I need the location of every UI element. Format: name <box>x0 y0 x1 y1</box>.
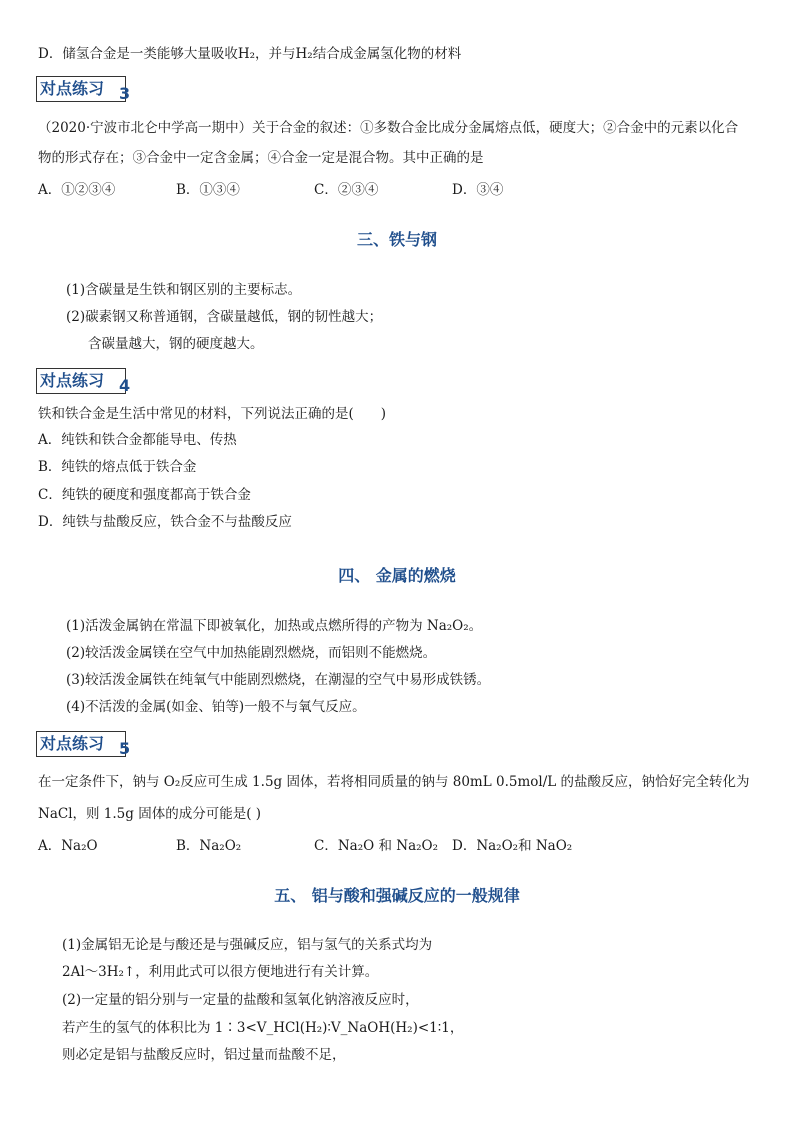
practice3-stem-line1: （2020·宁波市北仑中学高一期中）关于合金的叙述：①多数合金比成分金属熔点低，硬度大；②合金中的元素以化合 <box>38 120 739 136</box>
practice-badge-4 <box>36 368 131 395</box>
q2-option-d: D．储氢合金是一类能够大量吸收H₂，并与H₂结合成金属氢化物的材料 <box>38 46 462 62</box>
practice4-stem: 铁和铁合金是生活中常见的材料，下列说法正确的是( ) <box>38 406 387 422</box>
practice5-option-b: B．Na₂O₂ <box>176 838 242 854</box>
practice-label: 对点练习 <box>40 79 105 98</box>
section3-line2: (2)碳素钢又称普通钢，含碳量越低，钢的韧性越大； <box>66 309 383 325</box>
section5-line1: (1)金属铝无论是与酸还是与强碱反应，铝与氢气的关系式均为 <box>62 937 433 953</box>
practice3-option-b: B．①③④ <box>176 182 240 198</box>
practice-badge-3 <box>36 76 131 103</box>
section4-heading: 四、 金属的燃烧 <box>338 566 456 585</box>
section5-heading: 五、 铝与酸和强碱反应的一般规律 <box>274 886 520 905</box>
practice5-option-c: C．Na₂O 和 Na₂O₂ <box>314 838 439 854</box>
practice3-option-c: C．②③④ <box>314 182 379 198</box>
section4-line3: (3)较活泼金属铁在纯氧气中能剧烈燃烧，在潮湿的空气中易形成铁锈。 <box>66 672 491 688</box>
practice-number: 5 <box>119 739 131 758</box>
section4-line2: (2)较活泼金属镁在空气中加热能剧烈燃烧，而铝则不能燃烧。 <box>66 645 437 661</box>
practice3-stem-line2: 物的形式存在；③合金中一定含金属；④合金一定是混合物。其中正确的是 <box>38 150 484 166</box>
practice-number: 4 <box>119 376 131 395</box>
section4-line4: (4)不活泼的金属(如金、铂等)一般不与氧气反应。 <box>66 699 366 715</box>
practice4-option-b: B．纯铁的熔点低于铁合金 <box>38 459 197 475</box>
practice5-stem-line2: NaCl，则 1.5g 固体的成分可能是( ) <box>38 806 262 822</box>
practice5-stem-line1: 在一定条件下，钠与 O₂反应可生成 1.5g 固体，若将相同质量的钠与 80mL 0.5mol/L 的盐酸反应，钠恰好完全转化为 <box>38 774 750 790</box>
practice3-option-a: A．①②③④ <box>38 182 116 198</box>
section3-heading: 三、铁与钢 <box>356 230 437 249</box>
section5-line3: (2)一定量的铝分别与一定量的盐酸和氢氧化钠溶液反应时， <box>62 992 419 1008</box>
practice-number: 3 <box>119 84 131 103</box>
practice4-option-a: A．纯铁和铁合金都能导电、传热 <box>38 432 237 448</box>
section5-line2: 2Al～3H₂↑，利用此式可以很方便地进行有关计算。 <box>62 964 379 980</box>
practice5-option-d: D．Na₂O₂和 NaO₂ <box>452 838 573 854</box>
practice3-option-d: D．③④ <box>452 182 504 198</box>
practice4-option-c: C．纯铁的硬度和强度都高于铁合金 <box>38 487 251 503</box>
practice-label: 对点练习 <box>40 371 105 390</box>
practice-badge-5 <box>36 731 131 758</box>
section3-line3: 含碳量越大，钢的硬度越大。 <box>88 336 264 352</box>
section3-line1: (1)含碳量是生铁和钢区别的主要标志。 <box>66 282 302 298</box>
section5-line5: 则必定是铝与盐酸反应时，铝过量而盐酸不足， <box>62 1047 346 1063</box>
section4-line1: (1)活泼金属钠在常温下即被氧化，加热或点燃所得的产物为 Na₂O₂。 <box>66 618 483 634</box>
practice4-option-d: D．纯铁与盐酸反应，铁合金不与盐酸反应 <box>38 514 292 530</box>
practice5-option-a: A．Na₂O <box>38 838 98 854</box>
practice-label: 对点练习 <box>40 734 105 753</box>
section5-line4: 若产生的氢气的体积比为 1∶3<V_HCl(H₂)∶V_NaOH(H₂)<1∶1， <box>62 1020 464 1036</box>
